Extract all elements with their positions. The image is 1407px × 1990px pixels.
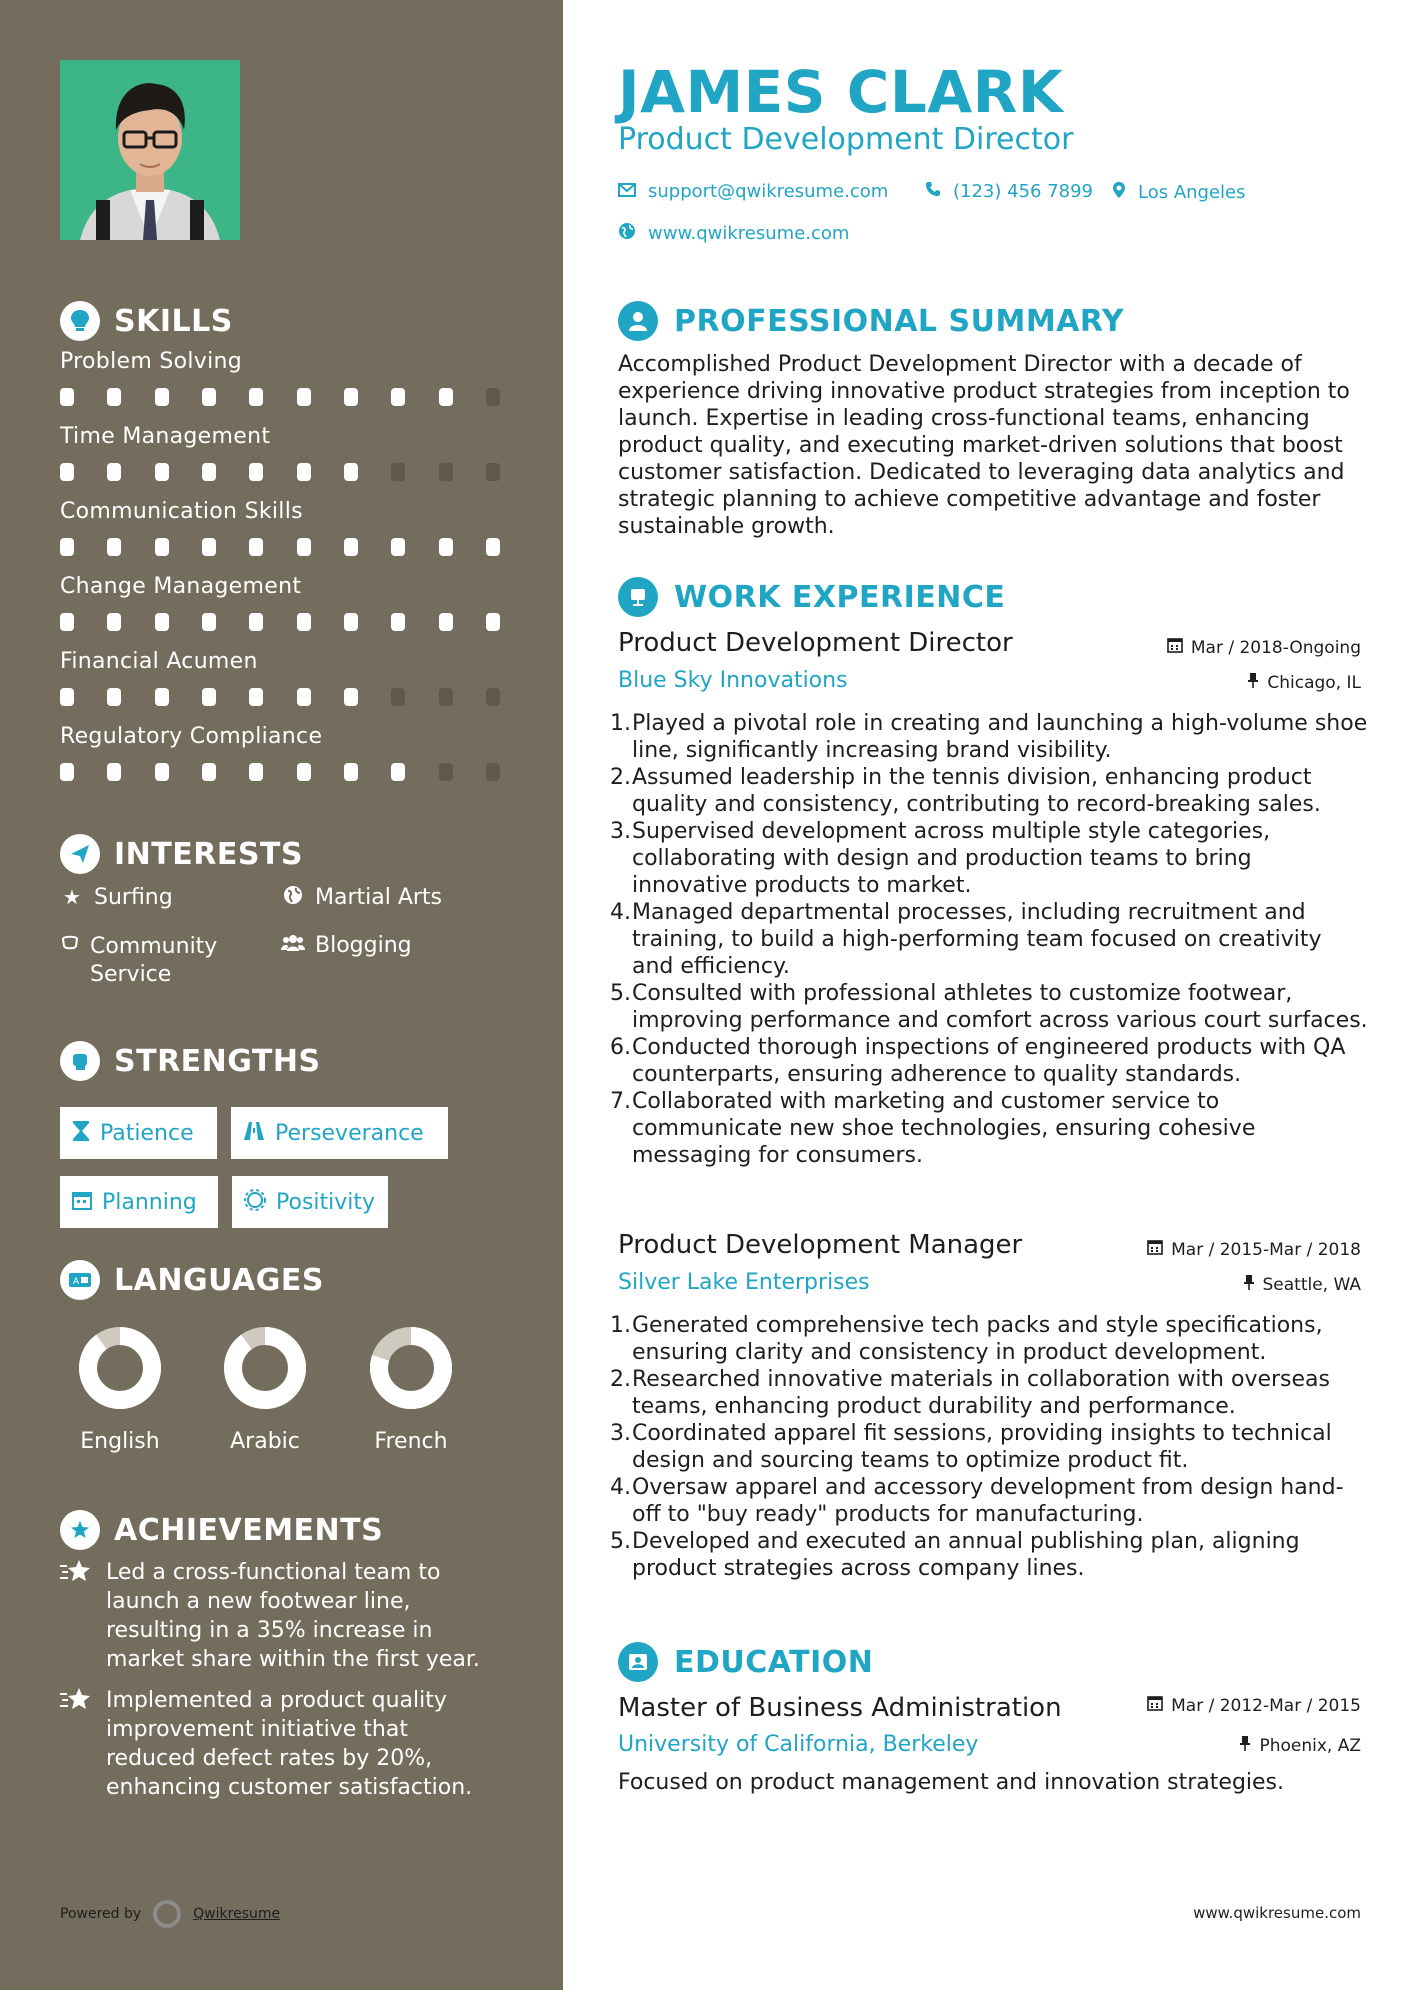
skill-dot-empty — [439, 763, 453, 781]
website-contact[interactable] — [618, 222, 849, 245]
skill-item — [60, 424, 500, 481]
skill-dot-filled — [60, 688, 74, 706]
user-icon — [618, 301, 658, 341]
bullet-item — [610, 764, 1368, 818]
skill-dot-filled — [60, 388, 74, 406]
job-role: Product Development Manager — [618, 1230, 1023, 1260]
job-dates — [1147, 1239, 1361, 1260]
bullet-item — [610, 818, 1368, 899]
strength-label: Positivity — [276, 1189, 376, 1215]
strength-label: Perseverance — [275, 1120, 424, 1146]
skill-dot-filled — [344, 463, 358, 481]
skill-dot-filled — [297, 613, 311, 631]
skill-dot-empty — [391, 463, 405, 481]
road-icon — [243, 1121, 265, 1146]
skill-dot-filled — [249, 463, 263, 481]
language-item — [195, 1325, 335, 1454]
bullet-item — [610, 1088, 1368, 1169]
achievement-item — [60, 1558, 500, 1674]
phone-contact[interactable] — [925, 181, 1093, 202]
donut-fill — [233, 1336, 297, 1400]
skill-dot-empty — [486, 388, 500, 406]
interest-item — [281, 885, 442, 910]
skill-dot-filled — [202, 463, 216, 481]
education-dates — [1147, 1695, 1361, 1716]
bullet-item — [610, 1420, 1368, 1474]
skill-dot-filled — [60, 538, 74, 556]
location-text: Los Angeles — [1138, 182, 1246, 203]
skill-dot-filled — [439, 613, 453, 631]
map-pin-icon — [1112, 181, 1126, 204]
bullet-number: 3. — [610, 1421, 631, 1446]
bullet-text: Coordinated apparel fit sessions, providing insights to technical design and sourcing teams to optimize product fit. — [632, 1421, 1332, 1473]
candidate-name: JAMES CLARK — [618, 58, 1064, 126]
job-location-text: Chicago, IL — [1267, 672, 1361, 693]
language-item — [341, 1325, 481, 1454]
bullet-item — [610, 710, 1368, 764]
calendar-icon — [1147, 1239, 1163, 1260]
language-donut — [77, 1325, 163, 1411]
envelope-icon — [618, 181, 636, 202]
bullet-number: 5. — [610, 981, 631, 1006]
job-location — [1247, 672, 1361, 693]
hourglass-icon — [72, 1120, 90, 1147]
skill-dot-filled — [249, 538, 263, 556]
pushpin-icon — [1247, 672, 1259, 693]
skill-dot-filled — [439, 388, 453, 406]
bullet-number: 2. — [610, 765, 631, 790]
skill-rating — [60, 613, 500, 631]
globe-icon — [281, 885, 305, 910]
bullet-number: 1. — [610, 1313, 631, 1338]
skill-dot-filled — [297, 538, 311, 556]
skill-name: Communication Skills — [60, 499, 303, 524]
phone-text[interactable]: (123) 456 7899 — [953, 181, 1094, 202]
achievement-star-icon — [60, 1558, 94, 1674]
skill-dot-empty — [439, 463, 453, 481]
calendar-icon — [1167, 637, 1183, 658]
education-heading — [618, 1642, 873, 1682]
interest-label: Surfing — [94, 885, 173, 910]
location-contact — [1112, 181, 1246, 204]
calendar-icon — [1147, 1695, 1163, 1716]
bullet-item — [610, 1366, 1368, 1420]
education-location — [1239, 1735, 1361, 1756]
skill-dot-filled — [155, 688, 169, 706]
skill-dot-empty — [391, 688, 405, 706]
bullet-item — [610, 899, 1368, 980]
skill-dot-filled — [60, 463, 74, 481]
bullet-text: Supervised development across multiple style categories, collaborating with design and production teams to bring innovative products to market. — [632, 819, 1271, 898]
interest-label: Community Service — [90, 934, 218, 987]
strength-tag — [60, 1176, 218, 1228]
summary-text: Accomplished Product Development Director with a decade of experience driving innovative product strategies from inception to launch. Expertise in leading cross-functional teams, enhancing product quality, and executing market-driven solutions that boost customer satisfaction. Dedicated to leveraging data analytics and strategic planning to achieve competitive advantage and foster sustainable growth. — [618, 352, 1350, 539]
brand-link[interactable]: Qwikresume — [193, 1906, 281, 1922]
skill-dot-empty — [486, 688, 500, 706]
skill-dot-filled — [297, 688, 311, 706]
strengths-title: STRENGTHS — [114, 1043, 321, 1079]
interest-item — [281, 933, 412, 958]
skill-dot-filled — [202, 763, 216, 781]
interests-title: INTERESTS — [114, 836, 303, 872]
experience-title: WORK EXPERIENCE — [674, 579, 1006, 615]
avatar — [60, 60, 240, 240]
bullet-text: Researched innovative materials in collaboration with overseas teams, enhancing product durability and performance. — [632, 1367, 1330, 1419]
bullet-number: 1. — [610, 711, 631, 736]
interest-item — [60, 885, 173, 910]
skill-rating — [60, 463, 500, 481]
job-bullets — [610, 1312, 1368, 1582]
skill-dot-filled — [391, 613, 405, 631]
globe-icon — [618, 222, 636, 245]
bullet-text: Consulted with professional athletes to customize footwear, improving performance and comfort across various court surfaces. — [632, 981, 1368, 1033]
skill-dot-filled — [107, 538, 121, 556]
bullet-item — [610, 1474, 1368, 1528]
skill-dot-filled — [107, 688, 121, 706]
skill-dot-filled — [486, 538, 500, 556]
job-dates-text: Mar / 2015-Mar / 2018 — [1171, 1239, 1361, 1260]
skill-item — [60, 649, 500, 706]
bullet-text: Managed departmental processes, including recruitment and training, to build a high-performing team focused on creativity and efficiency. — [632, 900, 1322, 979]
skill-dot-filled — [107, 613, 121, 631]
graduation-icon — [618, 1642, 658, 1682]
skill-name: Problem Solving — [60, 349, 243, 374]
email-contact[interactable] — [618, 181, 888, 202]
achievements-heading — [60, 1510, 383, 1550]
candidate-title: Product Development Director — [618, 122, 1074, 157]
achievement-star-icon — [60, 1686, 94, 1802]
skill-dot-empty — [486, 463, 500, 481]
skill-item — [60, 574, 500, 631]
strength-label: Patience — [100, 1120, 194, 1146]
bullet-text: Developed and executed an annual publishing plan, aligning product strategies across company lines. — [632, 1529, 1300, 1581]
strength-tag — [232, 1176, 388, 1228]
bullet-number: 4. — [610, 900, 631, 925]
job-bullets — [610, 710, 1368, 1169]
skill-name: Change Management — [60, 574, 302, 599]
language-item — [50, 1325, 190, 1454]
summary-heading — [618, 301, 1124, 341]
skill-rating — [60, 538, 500, 556]
education-location-text: Phoenix, AZ — [1259, 1735, 1361, 1756]
bullet-number: 5. — [610, 1529, 631, 1554]
language-icon — [60, 1260, 100, 1300]
skill-dot-filled — [107, 763, 121, 781]
skill-dot-filled — [344, 388, 358, 406]
bullet-text: Oversaw apparel and accessory development from design hand-off to "buy ready" products for manufacturing. — [632, 1475, 1344, 1527]
skill-dot-filled — [344, 538, 358, 556]
bullet-item — [610, 980, 1368, 1034]
footer-website[interactable]: www.qwikresume.com — [1193, 1904, 1361, 1922]
skill-dot-filled — [391, 763, 405, 781]
sidebar — [0, 0, 563, 1990]
job-company: Blue Sky Innovations — [618, 668, 848, 693]
skill-dot-filled — [155, 613, 169, 631]
sun-icon — [244, 1189, 266, 1216]
achievement-text: Implemented a product quality improvement initiative that reduced defect rates by 20%, enhancing customer satisfaction. — [106, 1688, 473, 1800]
bullet-number: 7. — [610, 1089, 631, 1114]
job-dates — [1167, 637, 1361, 658]
job-role: Product Development Director — [618, 628, 1013, 658]
skill-dot-filled — [297, 463, 311, 481]
education-degree: Master of Business Administration — [618, 1693, 1062, 1723]
calendar-icon — [72, 1190, 92, 1215]
bullet-text: Conducted thorough inspections of engineered products with QA counterparts, ensuring adherence to quality standards. — [632, 1035, 1346, 1087]
strength-label: Planning — [102, 1189, 197, 1215]
job-location — [1243, 1274, 1362, 1295]
languages-title: LANGUAGES — [114, 1262, 324, 1298]
bullet-text: Collaborated with marketing and customer service to communicate new shoe technologies, ensuring cohesive messaging for consumers. — [632, 1089, 1256, 1168]
skill-item — [60, 499, 500, 556]
strength-tag — [60, 1107, 217, 1159]
pushpin-icon — [1239, 1735, 1251, 1756]
education-description: Focused on product management and innovation strategies. — [618, 1770, 1285, 1795]
education-dates-text: Mar / 2012-Mar / 2015 — [1171, 1695, 1361, 1716]
skill-dot-filled — [249, 388, 263, 406]
job-company: Silver Lake Enterprises — [618, 1270, 870, 1295]
skill-dot-filled — [155, 463, 169, 481]
bullet-item — [610, 1312, 1368, 1366]
skill-dot-filled — [202, 538, 216, 556]
skill-name: Time Management — [60, 424, 271, 449]
skills-heading — [60, 301, 233, 341]
users-icon — [281, 933, 305, 958]
skill-dot-filled — [60, 763, 74, 781]
skill-dot-filled — [155, 388, 169, 406]
strength-tag — [231, 1107, 448, 1159]
lightbulb-icon — [60, 301, 100, 341]
achievement-item — [60, 1686, 500, 1802]
skill-rating — [60, 763, 500, 781]
briefcase-icon — [618, 577, 658, 617]
trophy-icon — [60, 1510, 100, 1550]
interests-heading — [60, 834, 303, 874]
summary-title: PROFESSIONAL SUMMARY — [674, 303, 1125, 339]
svg-text:A: A — [73, 1277, 80, 1287]
skill-dot-filled — [439, 538, 453, 556]
language-donut — [222, 1325, 308, 1411]
phone-icon — [925, 181, 941, 202]
website-text[interactable]: www.qwikresume.com — [648, 223, 850, 244]
education-title: EDUCATION — [674, 1644, 874, 1680]
bullet-item — [610, 1528, 1368, 1582]
skill-dot-filled — [249, 763, 263, 781]
skill-dot-filled — [297, 763, 311, 781]
donut-fill — [88, 1336, 152, 1400]
bullet-number: 6. — [610, 1035, 631, 1060]
interest-label: Blogging — [315, 933, 412, 958]
skill-dot-filled — [344, 688, 358, 706]
skills-title: SKILLS — [114, 303, 233, 339]
languages-heading — [60, 1260, 324, 1300]
skill-dot-filled — [391, 538, 405, 556]
bullet-text: Assumed leadership in the tennis division, enhancing product quality and consistency, contributing to record-breaking sales. — [632, 765, 1321, 817]
bullet-number: 4. — [610, 1475, 631, 1500]
skill-item — [60, 349, 500, 406]
fist-icon — [60, 1041, 100, 1081]
job-location-text: Seattle, WA — [1262, 1274, 1361, 1295]
skill-name: Financial Acumen — [60, 649, 258, 674]
skill-dot-filled — [107, 463, 121, 481]
paper-plane-icon — [60, 834, 100, 874]
achievements-title: ACHIEVEMENTS — [114, 1512, 384, 1548]
qwikresume-logo-icon — [153, 1900, 181, 1928]
main-content — [563, 0, 1407, 1990]
skill-dot-filled — [297, 388, 311, 406]
skill-dot-filled — [391, 388, 405, 406]
skill-name: Regulatory Compliance — [60, 724, 323, 749]
skill-dot-filled — [249, 613, 263, 631]
skill-dot-filled — [107, 388, 121, 406]
pushpin-icon — [1243, 1274, 1255, 1295]
skill-dot-filled — [344, 763, 358, 781]
skill-dot-filled — [202, 388, 216, 406]
interest-item — [60, 933, 250, 989]
skill-dot-empty — [439, 688, 453, 706]
skill-dot-filled — [202, 613, 216, 631]
bullet-text: Generated comprehensive tech packs and style specifications, ensuring clarity and consistency in product development. — [632, 1313, 1323, 1365]
bullet-number: 2. — [610, 1367, 631, 1392]
language-label: French — [374, 1429, 448, 1454]
profile-photo — [60, 60, 240, 240]
skill-dot-filled — [344, 613, 358, 631]
star-icon: ★ — [63, 885, 81, 909]
skill-dot-filled — [155, 538, 169, 556]
powered-by — [60, 1900, 280, 1928]
education-school: University of California, Berkeley — [618, 1732, 979, 1757]
skill-item — [60, 724, 500, 781]
skill-dot-filled — [155, 763, 169, 781]
job-dates-text: Mar / 2018-Ongoing — [1190, 637, 1361, 658]
achievement-text: Led a cross-functional team to launch a new footwear line, resulting in a 35% increase in market share within the first year. — [106, 1560, 480, 1672]
skill-dot-filled — [249, 688, 263, 706]
interest-label: Martial Arts — [315, 885, 443, 910]
bullet-item — [610, 1034, 1368, 1088]
language-label: Arabic — [230, 1429, 300, 1454]
skill-dot-empty — [486, 763, 500, 781]
language-donut — [368, 1325, 454, 1411]
bullet-number: 3. — [610, 819, 631, 844]
skill-dot-filled — [486, 613, 500, 631]
powered-by-label: Powered by — [60, 1906, 142, 1922]
email-text[interactable]: support@qwikresume.com — [648, 181, 889, 202]
language-label: English — [80, 1429, 160, 1454]
skill-rating — [60, 688, 500, 706]
bullet-text: Played a pivotal role in creating and launching a high-volume shoe line, significantly increasing brand visibility. — [632, 711, 1368, 763]
skill-dot-filled — [202, 688, 216, 706]
experience-heading — [618, 577, 1005, 617]
skill-dot-filled — [60, 613, 74, 631]
strengths-heading — [60, 1041, 321, 1081]
skill-rating — [60, 388, 500, 406]
hand-icon — [60, 933, 80, 958]
